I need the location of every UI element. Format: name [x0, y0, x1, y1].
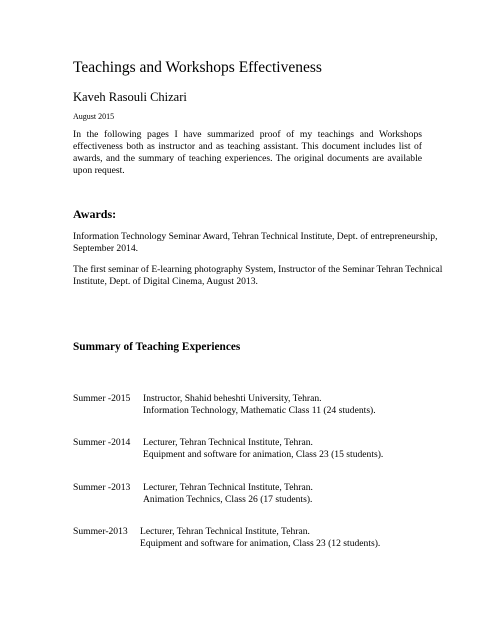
award-item: [73, 231, 451, 255]
experience-class: Animation Technics, Class 26 (17 students).: [143, 494, 313, 505]
experience-period: Summer -2014: [73, 437, 131, 448]
intro-line: effectiveness both as instructor and as teaching assistant. This document includes list of: [73, 141, 422, 152]
document-date: August 2015: [73, 112, 115, 121]
experience-class: Information Technology, Mathematic Class 11 (24 students).: [143, 405, 376, 416]
intro-line: awards, and the summary of teaching experiences. The original documents are available: [73, 153, 422, 164]
author-name: Kaveh Rasouli Chizari: [73, 90, 187, 104]
intro-line: In the following pages I have summarized proof of my teachings and Workshops: [73, 129, 422, 140]
intro-line: upon request.: [73, 165, 125, 176]
award-line: Information Technology Seminar Award, Tehran Technical Institute, Dept. of entrepreneurship,: [73, 231, 438, 242]
experience-class: Equipment and software for animation, Class 23 (12 students).: [140, 538, 381, 549]
experience-period: Summer -2015: [73, 393, 131, 404]
award-item: [73, 264, 451, 288]
experience-period: Summer-2013: [73, 526, 128, 537]
award-line: The first seminar of E-learning photography System, Instructor of the Seminar Tehran Technical: [73, 264, 443, 275]
experience-role: Instructor, Shahid beheshti University, Tehran.: [143, 393, 322, 404]
intro-paragraph: [73, 129, 422, 177]
awards-heading: Awards:: [73, 207, 117, 221]
document-title: Teachings and Workshops Effectiveness: [73, 59, 322, 76]
experience-role: Lecturer, Tehran Technical Institute, Tehran.: [140, 526, 310, 537]
award-line: September 2014.: [73, 243, 139, 254]
experience-role: Lecturer, Tehran Technical Institute, Tehran.: [143, 482, 313, 493]
experience-role: Lecturer, Tehran Technical Institute, Tehran.: [143, 437, 313, 448]
award-line: Institute, Dept. of Digital Cinema, August 2013.: [73, 276, 258, 287]
experience-period: Summer -2013: [73, 482, 131, 493]
summary-heading: Summary of Teaching Experiences: [73, 341, 241, 353]
experience-class: Equipment and software for animation, Class 23 (15 students).: [143, 449, 384, 460]
